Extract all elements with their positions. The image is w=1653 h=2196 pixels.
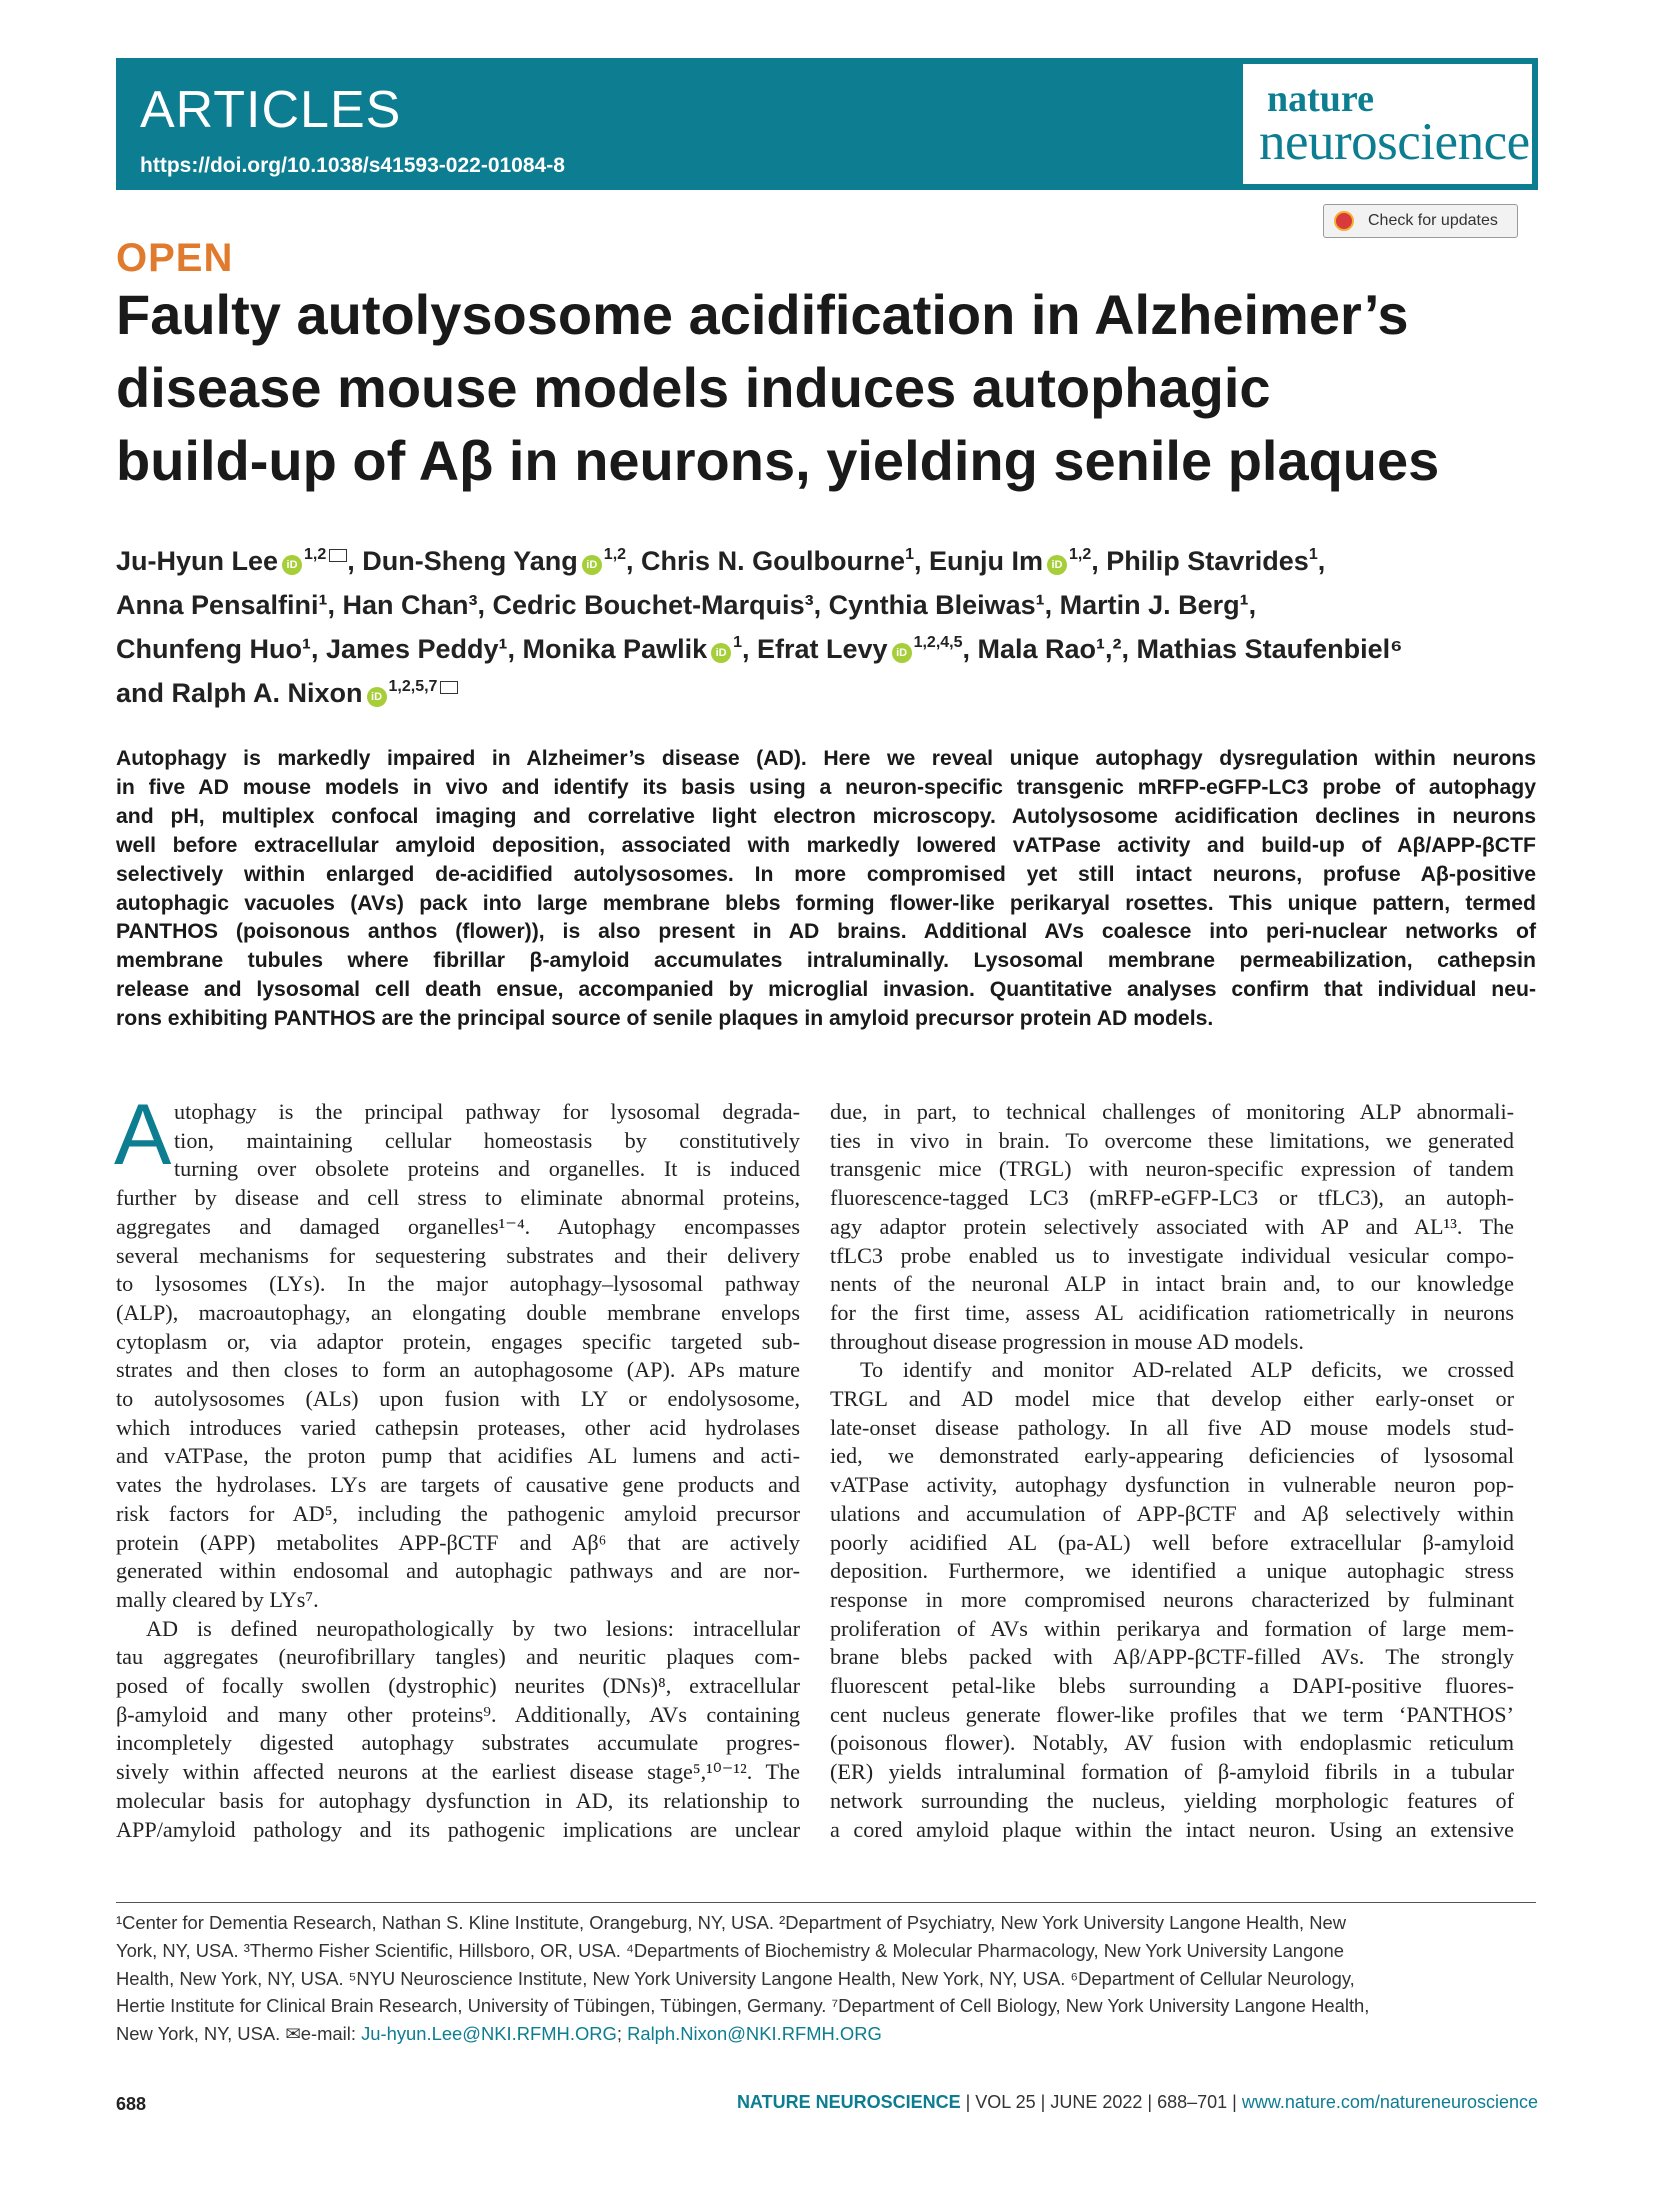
check-for-updates-button[interactable] <box>1323 204 1518 238</box>
body-line: network surrounding the nucleus, yielding morphologic features of <box>830 1787 1514 1813</box>
orcid-icon[interactable]: iD <box>1047 555 1067 575</box>
logo-nature-text: nature <box>1267 78 1374 120</box>
affiliation-line: Hertie Institute for Clinical Brain Research, University of Tübingen, Tübingen, Germany. ⁷Department of Cell Biology, New York University Langone Health, <box>116 1995 1370 2017</box>
body-line: ulations and accumulation of APP-βCTF and Aβ selectively within <box>830 1500 1514 1526</box>
body-line: protein (APP) metabolites APP-βCTF and Aβ⁶ that are actively <box>116 1529 800 1555</box>
check-for-updates-label: Check for updates <box>1368 212 1498 229</box>
abstract-line: well before extracellular amyloid deposition, associated with markedly lowered vATPase activity and build-up of Aβ/APP-βCTF <box>116 833 1536 857</box>
abstract-line: selectively within enlarged de-acidified autolysosomes. In more compromised yet still intact neurons, profuse Aβ-positive <box>116 862 1536 886</box>
body-line: cent nucleus generate flower-like profiles that we term ‘PANTHOS’ <box>830 1701 1514 1727</box>
body-line: fluorescent petal-like blebs surrounding a DAPI-positive fluores- <box>830 1673 1514 1699</box>
body-line: due, in part, to technical challenges of monitoring ALP abnormali- <box>830 1099 1514 1124</box>
body-line: tfLC3 probe enabled us to investigate individual vesicular compo- <box>830 1242 1514 1268</box>
body-line: to autolysosomes (ALs) upon fusion with LY or endolysosome, <box>116 1386 800 1412</box>
title-line: build-up of Aβ in neurons, yielding senile plaques <box>116 429 1440 492</box>
author-name[interactable]: , Chris N. Goulbourne <box>626 546 906 576</box>
body-line: and vATPase, the proton pump that acidifies AL lumens and acti- <box>116 1443 800 1469</box>
abstract-line: in five AD mouse models in vivo and identify its basis using a neuron-specific transgenic mRFP-eGFP-LC3 probe of autophagy <box>116 775 1536 799</box>
author-line: Anna Pensalfini¹, Han Chan³, Cedric Bouchet-Marquis³, Cynthia Bleiwas¹, Martin J. Berg¹, <box>116 590 1257 620</box>
affil-sup: 1 <box>1308 546 1318 563</box>
abstract-line: membrane tubules where fibrillar β-amyloid accumulates intraluminally. Lysosomal membrane permeabilization, cathepsin <box>116 949 1536 973</box>
title-line: Faulty autolysosome acidification in Alzheimer’s <box>116 283 1409 346</box>
email-icon[interactable] <box>440 681 458 694</box>
separator: , <box>1317 546 1326 576</box>
body-line: fluorescence-tagged LC3 (mRFP-eGFP-LC3 or tfLC3), an autoph- <box>830 1185 1514 1211</box>
body-line: a cored amyloid plaque within the intact neuron. Using an extensive <box>830 1816 1514 1842</box>
body-line: β-amyloid and many other proteins⁹. Additionally, AVs containing <box>116 1701 800 1727</box>
abstract-line: release and lysosomal cell death ensue, accompanied by microglial invasion. Quantitative analyses confirm that individual neu- <box>116 978 1536 1002</box>
author-name[interactable]: , Eunju Im <box>913 546 1043 576</box>
email-icon[interactable] <box>329 549 347 562</box>
author-name[interactable]: and Ralph A. Nixon <box>116 678 363 708</box>
body-line: AD is defined neuropathologically by two lesions: intracellular <box>146 1615 800 1641</box>
email-link[interactable]: Ju-hyun.Lee@NKI.RFMH.ORG <box>361 2023 617 2045</box>
body-line: cytoplasm or, via adaptor protein, engages specific targeted sub- <box>116 1328 800 1354</box>
separator: ; <box>616 2023 628 2045</box>
article-title <box>116 278 1536 497</box>
affil-sup: 1 <box>905 546 914 563</box>
logo-neuroscience-text: neuroscience <box>1259 113 1530 171</box>
body-line: to lysosomes (LYs). In the major autophagy–lysosomal pathway <box>116 1271 800 1297</box>
body-line: posed of focally swollen (dystrophic) neurites (DNs)⁸, extracellular <box>116 1673 800 1699</box>
envelope-icon: ✉ <box>285 2023 301 2045</box>
body-line: ied, we demonstrated early-appearing deficiencies of lysosomal <box>830 1443 1514 1469</box>
abstract-line: PANTHOS (poisonous anthos (flower)), is also present in AD brains. Additional AVs coalesce into peri-nuclear networks of <box>116 920 1536 944</box>
orcid-icon[interactable]: iD <box>711 643 731 663</box>
body-line: TRGL and AD model mice that develop either early-onset or <box>830 1386 1514 1412</box>
author-name[interactable]: , Philip Stavrides <box>1091 546 1309 576</box>
issue-details: | VOL 25 | JUNE 2022 | 688–701 | <box>960 2092 1242 2112</box>
body-line: strates and then closes to form an autophagosome (AP). APs mature <box>116 1357 800 1383</box>
author-name[interactable]: Ju-Hyun Lee <box>116 546 279 576</box>
body-line: agy adaptor protein selectively associated with AP and AL¹³. The <box>830 1213 1514 1239</box>
body-line: aggregates and damaged organelles¹⁻⁴. Autophagy encompasses <box>116 1213 800 1239</box>
body-line: brane blebs packed with Aβ/APP-βCTF-filled AVs. The strongly <box>830 1644 1514 1670</box>
body-line: several mechanisms for sequestering substrates and their delivery <box>116 1242 800 1268</box>
author-line <box>116 539 1536 583</box>
abstract-line: autophagic vacuoles (AVs) pack into large membrane blebs forming flower-like perikaryal rosettes. This unique pattern, termed <box>116 891 1536 915</box>
affil-sup: 1,2 <box>304 546 327 563</box>
abstract <box>116 745 1536 1034</box>
affil-sup: 1,2,4,5 <box>913 634 963 651</box>
body-line: (poisonous flower). Notably, AV fusion with endoplasmic reticulum <box>830 1730 1514 1756</box>
body-line: (ER) yields intraluminal formation of β-amyloid fibrils in a tubular <box>830 1759 1514 1785</box>
journal-footer <box>737 2092 1538 2113</box>
body-line: To identify and monitor AD-related ALP deficits, we crossed <box>860 1357 1514 1383</box>
doi-link[interactable]: https://doi.org/10.1038/s41593-022-01084-8 <box>140 154 565 177</box>
affil-sup: 1 <box>733 634 743 651</box>
body-line: risk factors for AD⁵, including the pathogenic amyloid precursor <box>116 1500 800 1526</box>
orcid-icon[interactable]: iD <box>367 687 387 707</box>
body-line: for the first time, assess AL acidification ratiometrically in neurons <box>830 1299 1514 1325</box>
page-number: 688 <box>116 2094 147 2114</box>
body-line: molecular basis for autophagy dysfunction in AD, its relationship to <box>116 1787 800 1813</box>
email-label: e-mail: <box>300 2023 362 2045</box>
journal-logo[interactable] <box>1243 64 1532 184</box>
body-line: vates the hydrolases. LYs are targets of causative gene products and <box>116 1472 800 1498</box>
body-line: utophagy is the principal pathway for lysosomal degrada- <box>174 1099 800 1124</box>
author-line <box>116 627 1536 671</box>
drop-cap: A <box>114 1087 172 1183</box>
journal-name: NATURE NEUROSCIENCE <box>736 2092 961 2112</box>
footnote-divider <box>116 1902 1536 1903</box>
author-name[interactable]: Chunfeng Huo¹, James Peddy¹, Monika Pawlik <box>116 634 708 664</box>
affiliation-line: ¹Center for Dementia Research, Nathan S. Kline Institute, Orangeburg, NY, USA. ²Department of Psychiatry, New York University Langone Health, New <box>116 1912 1347 1933</box>
body-line: vATPase activity, autophagy dysfunction in vulnerable neuron pop- <box>830 1472 1514 1498</box>
body-line: sively within affected neurons at the earliest disease stage⁵,¹⁰⁻¹². The <box>116 1759 800 1785</box>
abstract-line: Autophagy is markedly impaired in Alzheimer’s disease (AD). Here we reveal unique autophagy dysregulation within neurons <box>116 747 1536 770</box>
orcid-icon[interactable]: iD <box>582 555 602 575</box>
body-line: incompletely digested autophagy substrates accumulate progres- <box>116 1730 800 1756</box>
body-line: further by disease and cell stress to eliminate abnormal proteins, <box>116 1185 800 1211</box>
author-name[interactable]: , Efrat Levy <box>742 634 888 664</box>
body-line: tau aggregates (neurofibrillary tangles) and neuritic plaques com- <box>116 1644 800 1670</box>
author-line <box>116 671 1536 715</box>
body-line: (ALP), macroautophagy, an elongating double membrane envelops <box>116 1299 800 1325</box>
affiliation-text: New York, NY, USA. <box>116 2023 286 2045</box>
affil-sup: 1,2,5,7 <box>388 678 438 695</box>
author-list <box>116 539 1536 715</box>
body-line: response in more compromised neurons characterized by fulminant <box>830 1586 1514 1612</box>
body-line: APP/amyloid pathology and its pathogenic implications are unclear <box>116 1816 800 1842</box>
open-access-label: OPEN <box>116 236 234 280</box>
author-name[interactable]: , Dun-Sheng Yang <box>347 546 578 576</box>
affil-sup: 1,2 <box>603 546 627 563</box>
abstract-line: and pH, multiplex confocal imaging and correlative light electron microscopy. Autolysosome acidification declines in neurons <box>116 804 1536 828</box>
author-name[interactable]: , Mala Rao¹,², Mathias Staufenbiel⁶ <box>962 634 1403 664</box>
orcid-icon[interactable]: iD <box>282 555 302 575</box>
body-column-right <box>830 1098 1514 1844</box>
section-label: ARTICLES <box>140 81 402 139</box>
header-banner <box>116 58 1538 190</box>
body-line: late-onset disease pathology. In all five AD mouse models stud- <box>830 1414 1514 1440</box>
body-line: generated within endosomal and autophagic pathways and are nor- <box>116 1558 800 1584</box>
affiliations <box>116 1909 1536 2048</box>
body-line: throughout disease progression in mouse AD models. <box>830 1328 1304 1354</box>
abstract-line: rons exhibiting PANTHOS are the principal source of senile plaques in amyloid precursor protein AD models. <box>116 1007 1214 1031</box>
crossmark-icon <box>1334 211 1354 231</box>
body-line: poorly acidified AL (pa-AL) well before extracellular β-amyloid <box>830 1529 1514 1555</box>
body-line: ties in vivo in brain. To overcome these limitations, we generated <box>830 1127 1514 1153</box>
body-line: mally cleared by LYs⁷. <box>116 1586 319 1612</box>
title-line: disease mouse models induces autophagic <box>116 356 1271 419</box>
body-line: which introduces varied cathepsin proteases, other acid hydrolases <box>116 1414 800 1440</box>
affiliation-line <box>116 2020 1536 2048</box>
body-line: proliferation of AVs within perikarya and formation of large mem- <box>830 1615 1514 1641</box>
affiliation-line: Health, New York, NY, USA. ⁵NYU Neuroscience Institute, New York University Langone Health, New York, NY, USA. ⁶Department of Cellular Neurology, <box>116 1967 1355 1989</box>
affiliation-line: York, NY, USA. ³Thermo Fisher Scientific, Hillsboro, OR, USA. ⁴Departments of Biochemistry & Molecular Pharmacology, New York University Langone <box>116 1939 1344 1961</box>
body-line: turning over obsolete proteins and organelles. It is induced <box>174 1156 800 1182</box>
email-link[interactable]: Ralph.Nixon@NKI.RFMH.ORG <box>627 2023 882 2045</box>
body-line: deposition. Furthermore, we identified a unique autophagic stress <box>830 1558 1514 1584</box>
body-line: nents of the neuronal ALP in intact brain and, to our knowledge <box>830 1271 1514 1297</box>
body-column-left <box>114 1087 800 1844</box>
body-line: tion, maintaining cellular homeostasis by constitutively <box>174 1127 800 1153</box>
orcid-icon[interactable]: iD <box>892 643 912 663</box>
affil-sup: 1,2 <box>1068 546 1092 563</box>
journal-url[interactable]: www.nature.com/natureneuroscience <box>1241 2092 1538 2112</box>
body-line: transgenic mice (TRGL) with neuron-specific expression of tandem <box>830 1156 1514 1182</box>
